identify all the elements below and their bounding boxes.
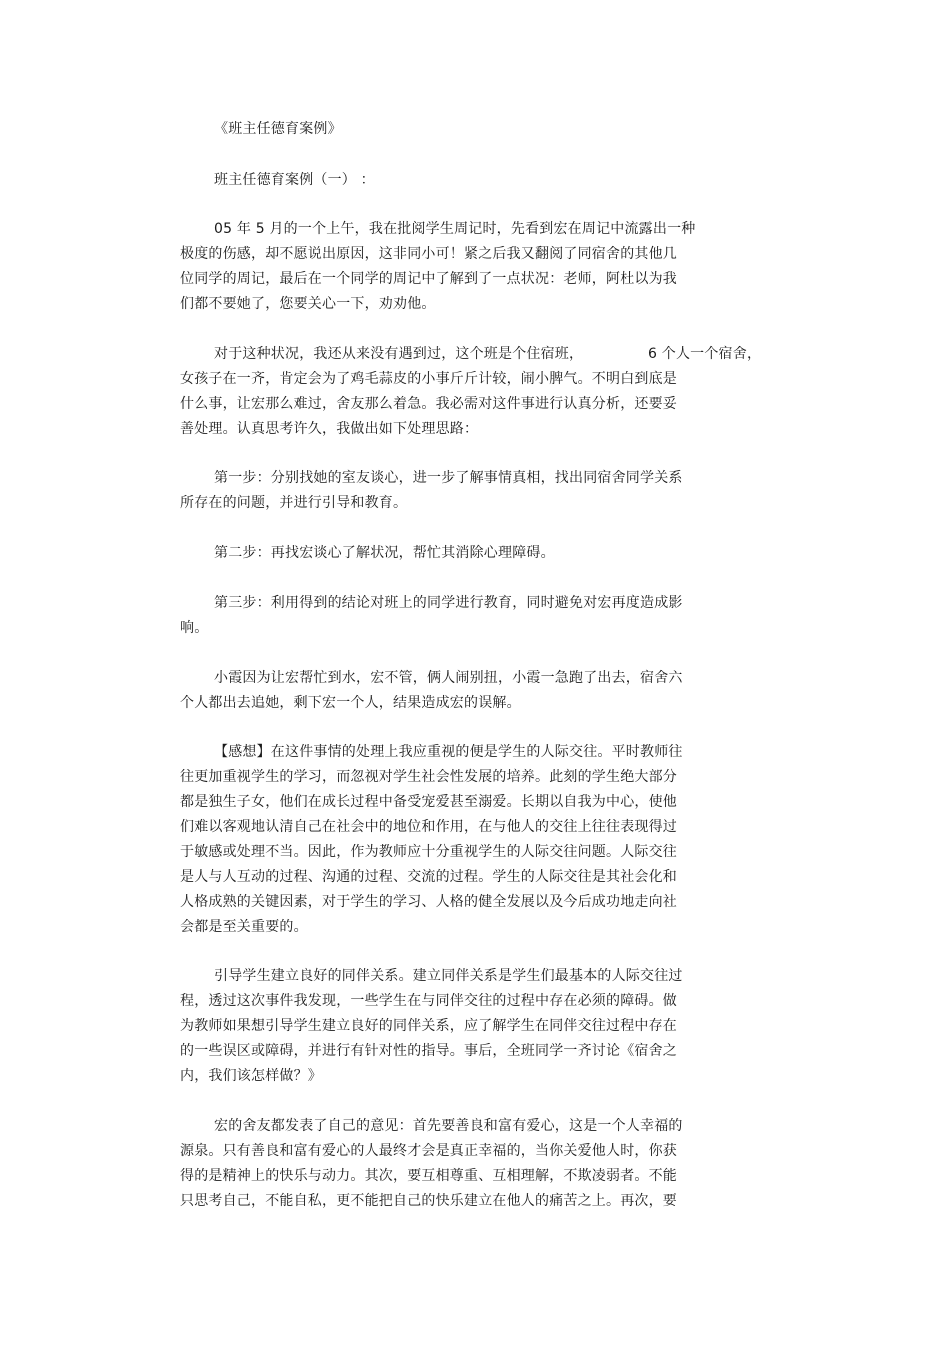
document-title: 《班主任德育案例》 [214,121,342,137]
peer-paragraph-line-2: 程，透过这次事件我发现，一些学生在与同伴交往的过程中存在必须的障碍。做 [180,993,677,1009]
paragraph-1-line-3: 位同学的周记，最后在一个同学的周记中了解到了一点状况：老师，阿杜以为我 [180,271,677,287]
reflection-line-7: 人格成熟的关键因素，对于学生的学习、人格的健全发展以及今后成功地走向社 [180,894,677,910]
paragraph-2-line-2: 女孩子在一齐，肯定会为了鸡毛蒜皮的小事斤斤计较，闹小脾气。不明白到底是 [180,371,677,387]
paragraph-2-line-1-left: 对于这种状况，我还从来没有遇到过，这个班是个住宿班， [214,346,584,362]
peer-paragraph-line-1: 引导学生建立良好的同伴关系。建立同伴关系是学生们最基本的人际交往过 [214,968,683,984]
reflection-line-4: 们难以客观地认清自己在社会中的地位和作用，在与他人的交往上往往表现得过 [180,819,677,835]
step-3-line-1: 第三步：利用得到的结论对班上的同学进行教育，同时避免对宏再度造成影 [214,595,683,611]
peer-paragraph-line-3: 为教师如果想引导学生建立良好的同伴关系，应了解学生在同伴交往过程中存在 [180,1018,677,1034]
paragraph-6-line-1: 小霞因为让宏帮忙到水，宏不管，俩人闹别扭，小霞一急跑了出去，宿舍六 [214,670,683,686]
peer-paragraph-line-4: 的一些误区或障碍，并进行有针对性的指导。事后，全班同学一齐讨论《宿舍之 [180,1043,677,1059]
paragraph-2-line-3: 什么事，让宏那么难过，舍友那么着急。我必需对这件事进行认真分析，还要妥 [180,396,677,412]
step-1-line-1: 第一步：分别找她的室友谈心，进一步了解事情真相，找出同宿舍同学关系 [214,470,683,486]
paragraph-1-line-2: 极度的伤感，却不愿说出原因，这非同小可！紧之后我又翻阅了同宿舍的其他几 [180,246,677,262]
roommates-paragraph-line-2: 源泉。只有善良和富有爱心的人最终才会是真正幸福的，当你关爱他人时，你获 [180,1143,677,1159]
reflection-line-8: 会都是至关重要的。 [180,919,308,935]
paragraph-1-line-1: 05 年 5 月的一个上午，我在批阅学生周记时，先看到宏在周记中流露出一种 [214,221,696,237]
reflection-line-1: 【感想】在这件事情的处理上我应重视的便是学生的人际交往。平时教师往 [214,744,683,760]
roommates-paragraph-line-4: 只思考自己，不能自私，更不能把自己的快乐建立在他人的痛苦之上。再次，要 [180,1193,677,1209]
reflection-line-6: 是人与人互动的过程、沟通的过程、交流的过程。学生的人际交往是其社会化和 [180,869,677,885]
paragraph-2-line-1-right: 6 个人一个宿舍， [648,346,762,362]
roommates-paragraph-line-3: 得的是精神上的快乐与动力。其次，要互相尊重、互相理解，不欺凌弱者。不能 [180,1168,677,1184]
case-heading: 班主任德育案例（一） ： [214,172,375,188]
paragraph-6-line-2: 个人都出去追她，剩下宏一个人，结果造成宏的误解。 [180,695,521,711]
step-1-line-2: 所存在的问题，并进行引导和教育。 [180,495,408,511]
step-2-line-1: 第二步：再找宏谈心了解状况，帮忙其消除心理障碍。 [214,545,555,561]
reflection-line-2: 往更加重视学生的学习，而忽视对学生社会性发展的培养。此刻的学生绝大部分 [180,769,677,785]
paragraph-2-line-4: 善处理。认真思考许久，我做出如下处理思路： [180,421,479,437]
paragraph-1-line-4: 们都不要她了，您要关心一下，劝劝他。 [180,296,436,312]
peer-paragraph-line-5: 内，我们该怎样做？》 [180,1068,322,1084]
reflection-line-5: 于敏感或处理不当。因此，作为教师应十分重视学生的人际交往问题。人际交往 [180,844,677,860]
roommates-paragraph-line-1: 宏的舍友都发表了自己的意见：首先要善良和富有爱心，这是一个人幸福的 [214,1118,683,1134]
step-3-line-2: 响。 [180,620,209,636]
reflection-line-3: 都是独生子女，他们在成长过程中备受宠爱甚至溺爱。长期以自我为中心，使他 [180,794,677,810]
